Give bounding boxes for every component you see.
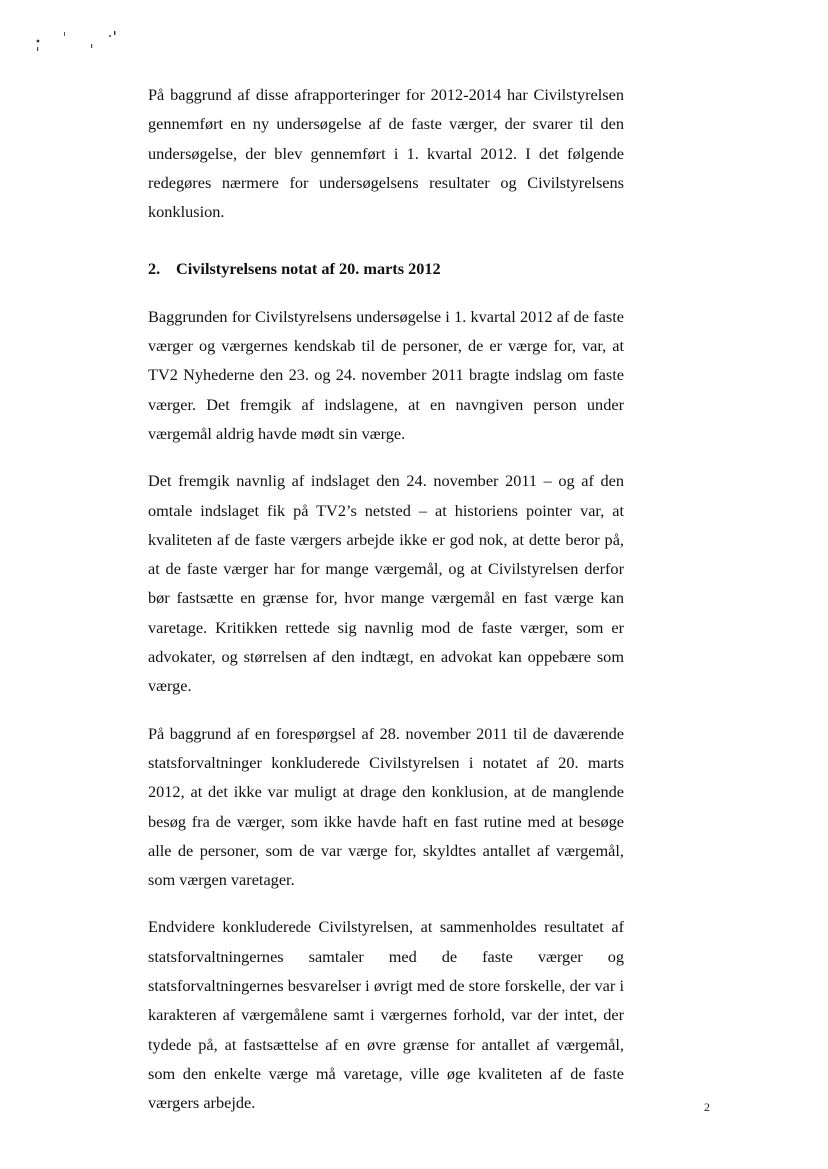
section-heading <box>148 254 624 283</box>
section-title: Civilstyrelsens notat af 20. marts 2012 <box>176 259 441 279</box>
body-paragraph: Endvidere konkluderede Civilstyrelsen, at sammenholdes resultatet af statsforvaltningernes samtaler med de faste værger og statsforvaltningernes besvarelser i øvrigt med de store forskelle, der var i karakteren af værgemålene samt i værgernes forhold, var der intet, der tydede på, at fastsættelse af en øvre grænse for antallet af værgemål, som den enkelte værge må varetage, ville øge kvaliteten af de faste værgers arbejde. <box>148 917 624 1113</box>
section-number: 2. <box>148 259 161 279</box>
document-body <box>148 80 624 1118</box>
page-number: 2 <box>704 1100 710 1114</box>
body-paragraph: På baggrund af en forespørgsel af 28. november 2011 til de daværende statsforvaltninger konkluderede Civilstyrelsen i notatet af 20. marts 2012, at det ikke var muligt at drage den konklusion, at de manglende besøg fra de værger, som ikke havde haft en fast rutine med at besøge alle de personer, som de var værge for, skyldtes antallet af værgemål, som værgen varetager. <box>148 723 624 890</box>
body-paragraph: Baggrunden for Civilstyrelsens undersøgelse i 1. kvartal 2012 af de faste værger og værgernes kendskab til de personer, de er værge for, var, at TV2 Nyhederne den 23. og 24. november 2011 bragte indslag om faste værger. Det fremgik af indslagene, at en navngiven person under værgemål aldrig havde mødt sin værge. <box>148 306 624 443</box>
intro-paragraph: På baggrund af disse afrapporteringer for 2012-2014 har Civilstyrelsen gennemført en ny undersøgelse af de faste værger, der svarer til den undersøgelse, der blev gennemført i 1. kvartal 2012. I det følgende redegøres nærmere for undersøgelsens resultater og Civilstyrelsens konklusion. <box>148 85 624 222</box>
body-paragraph: Det fremgik navnlig af indslaget den 24. november 2011 – og af den omtale indslaget fik på TV2’s netsted – at historiens pointer var, at kvaliteten af de faste værgers arbejde ikke er god nok, at dette beror på, at de faste værger har for mange værgemål, og at Civilstyrelsen derfor bør fastsætte en grænse for, hvor mange værgemål en fast værge kan varetage. Kritikken rettede sig navnlig mod de faste værger, som er advokater, og størrelsen af den indtægt, en advokat kan oppebære som værge. <box>148 471 624 696</box>
scan-speck-marks <box>28 24 138 54</box>
